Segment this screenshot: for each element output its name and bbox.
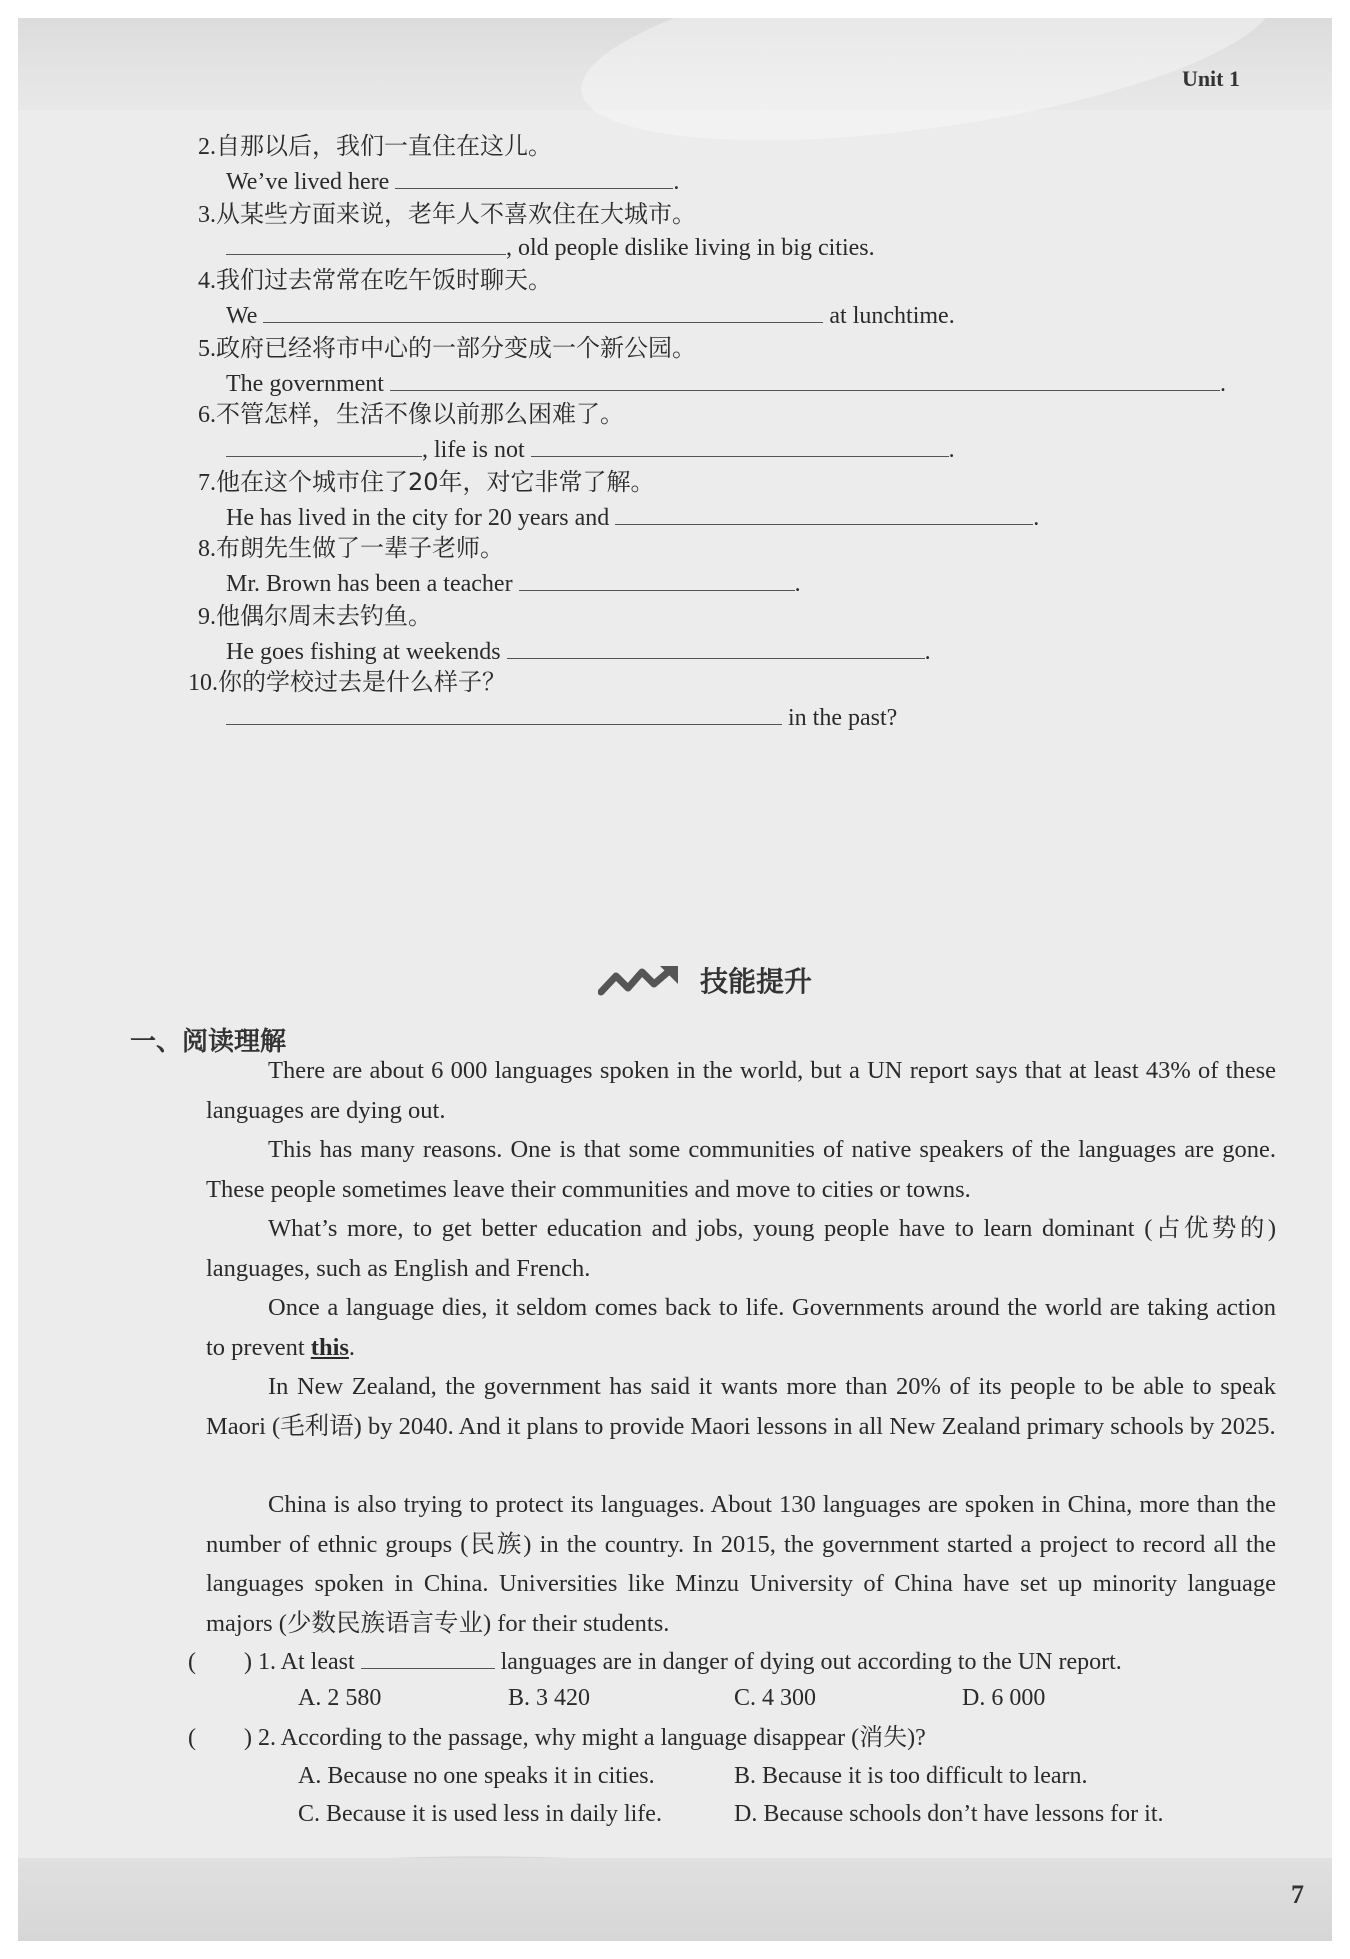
footer-band — [18, 1858, 1332, 1941]
question-2-option-d[interactable]: D. Because schools don’t have lessons for it. — [734, 1801, 1164, 1827]
item-2-answer-line: We’ve lived here . — [226, 164, 679, 198]
question-1-option-b[interactable]: B. 3 420 — [508, 1685, 591, 1711]
unit-label: Unit 1 — [1181, 66, 1240, 91]
item-7-answer-line: He has lived in the city for 20 years and . — [226, 500, 1039, 534]
reading-paragraph-5: In New Zealand, the government has said it wants more than 20% of its people to be able to speak Maori (毛利语) by 2040. And it plans to provide Maori lessons in all New Zealand primary schools by 2025. — [206, 1373, 1276, 1440]
question-1-stem: ( ) 1. At least languages are in danger of dying out according to the UN report. — [188, 1644, 1122, 1678]
question-2-option-b[interactable]: B. Because it is too difficult to learn. — [734, 1763, 1088, 1789]
item-6-answer-line: , life is not . — [226, 432, 955, 466]
answer-blank[interactable] — [395, 164, 673, 189]
answer-blank[interactable] — [615, 500, 1033, 525]
item-3-question: 3.从某些方面来说，老年人不喜欢住在大城市。 — [198, 200, 696, 228]
answer-blank[interactable] — [507, 634, 925, 659]
item-4-answer-line: We at lunchtime. — [226, 298, 955, 332]
reading-paragraph-6: China is also trying to protect its languages. About 130 languages are spoken in China, more than the number of ethnic groups (民族) in the country. In 2015, the government started a project to record all the languages spoken in China. Universities like Minzu University of China have set up minority language majors (少数民族语言专业) for their students. — [206, 1491, 1276, 1637]
item-6-question: 6.不管怎样，生活不像以前那么困难了。 — [198, 400, 624, 428]
answer-bracket[interactable]: ( ) — [188, 1725, 252, 1751]
workbook-page — [18, 18, 1332, 1941]
item-5-question: 5.政府已经将市中心的一部分变成一个新公园。 — [198, 334, 696, 362]
answer-bracket[interactable]: ( ) — [188, 1649, 252, 1675]
item-5-answer-line: The government . — [226, 366, 1226, 400]
reading-paragraph-3: What’s more, to get better education and jobs, young people have to learn dominant (占优势的) languages, such as English and French. — [206, 1215, 1276, 1282]
question-1-option-a[interactable]: A. 2 580 — [298, 1685, 382, 1711]
reading-paragraph-1: There are about 6 000 languages spoken in the world, but a UN report says that at least 43% of these languages are dying out. — [206, 1057, 1276, 1124]
reading-paragraph-4: Once a language dies, it seldom comes back to life. Governments around the world are taking action to prevent this. — [206, 1294, 1276, 1361]
item-7-question: 7.他在这个城市住了20年，对它非常了解。 — [198, 468, 655, 496]
answer-blank[interactable] — [226, 700, 782, 725]
reading-paragraph-2: This has many reasons. One is that some communities of native speakers of the languages are gone. These people sometimes leave their communities and move to cities or towns. — [206, 1136, 1276, 1203]
question-2-option-c[interactable]: C. Because it is used less in daily life. — [298, 1801, 662, 1827]
answer-blank[interactable] — [226, 432, 422, 457]
item-10-question: 10.你的学校过去是什么样子？ — [188, 668, 506, 696]
answer-blank[interactable] — [519, 566, 795, 591]
answer-blank[interactable] — [263, 298, 823, 323]
highlighted-word: this — [310, 1333, 349, 1361]
trend-up-arrow-icon — [598, 964, 682, 998]
item-8-question: 8.布朗先生做了一辈子老师。 — [198, 534, 504, 562]
item-2-question: 2.自那以后，我们一直住在这儿。 — [198, 132, 552, 160]
answer-blank[interactable] — [531, 432, 949, 457]
reading-section-title: 一、阅读理解 — [130, 1027, 287, 1057]
question-1-option-d[interactable]: D. 6 000 — [962, 1685, 1046, 1711]
skills-section-title: 技能提升 — [700, 965, 813, 998]
item-8-answer-line: Mr. Brown has been a teacher . — [226, 566, 801, 600]
item-4-question: 4.我们过去常常在吃午饭时聊天。 — [198, 266, 552, 294]
item-10-answer-line: in the past? — [226, 700, 897, 734]
item-3-answer-line: , old people dislike living in big cities. — [226, 230, 875, 264]
answer-blank[interactable] — [390, 366, 1220, 391]
question-2-stem: ( ) 2. According to the passage, why might a language disappear (消失)? — [188, 1725, 926, 1751]
page-number: 7 — [1291, 1880, 1304, 1909]
item-9-question: 9.他偶尔周末去钓鱼。 — [198, 602, 432, 630]
answer-blank[interactable] — [226, 230, 506, 255]
answer-blank[interactable] — [361, 1644, 495, 1669]
item-9-answer-line: He goes fishing at weekends . — [226, 634, 931, 668]
question-1-option-c[interactable]: C. 4 300 — [734, 1685, 817, 1711]
question-2-option-a[interactable]: A. Because no one speaks it in cities. — [298, 1763, 655, 1789]
